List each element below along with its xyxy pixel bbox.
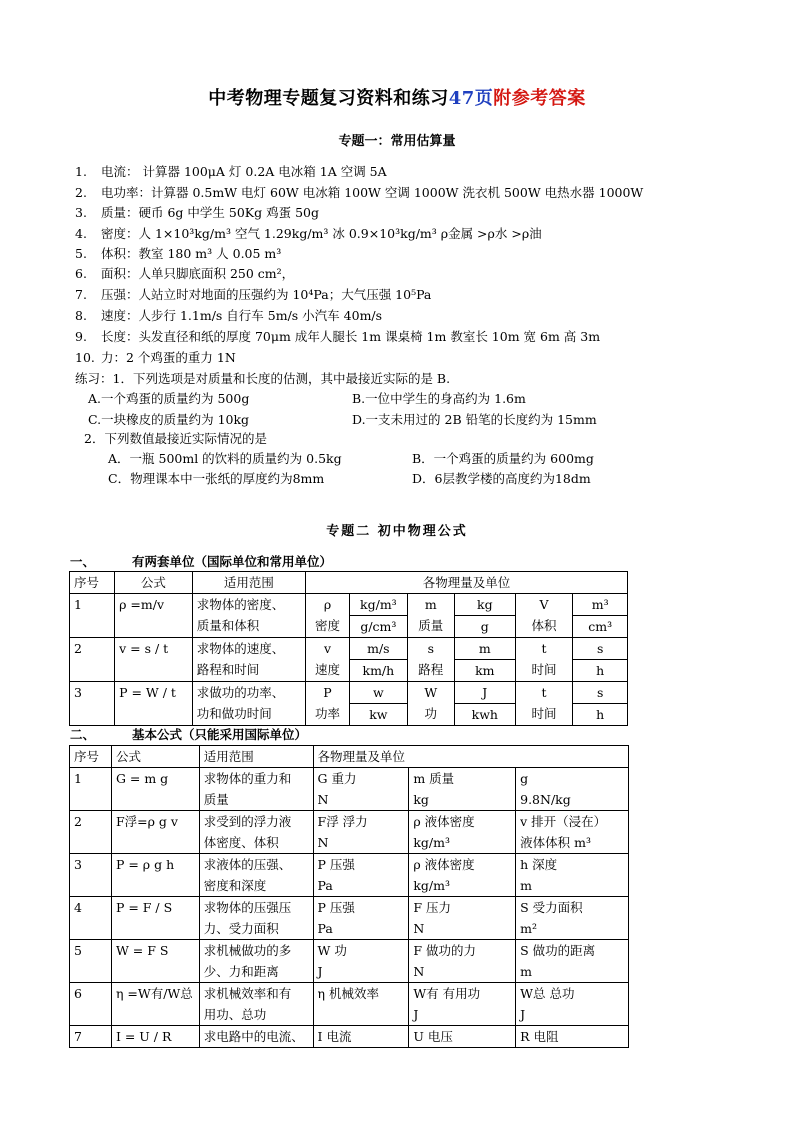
quantity-name: 路程 — [418, 662, 444, 677]
quantity-symbol: V — [539, 597, 549, 612]
row-number: 6 — [70, 983, 112, 1026]
item-number: 3. — [75, 205, 87, 220]
quantity-cell — [313, 811, 409, 854]
estimate-item — [75, 164, 387, 180]
item-text: 速度：人步行 1.1m/s 自行车 5m/s 小汽车 40m/s — [101, 308, 383, 323]
quantity-label: v 排开（浸在） — [520, 814, 607, 829]
unit-common: km — [454, 660, 515, 682]
item-number: 5. — [75, 246, 87, 261]
scope-line: 求物体的速度、 — [196, 641, 285, 656]
scope-cell — [199, 983, 313, 1026]
unit-si: s — [573, 638, 628, 660]
scope-line: 路程和时间 — [196, 662, 260, 677]
scope-line: 求机械做功的多 — [203, 943, 292, 958]
estimate-item — [75, 287, 431, 303]
quantity-unit: J — [520, 1007, 526, 1022]
quantity-label: I 电流 — [317, 1029, 352, 1044]
quantity-cell — [409, 768, 516, 811]
formula-cell: G = m g — [111, 768, 199, 811]
item-text: 电功率：计算器 0.5mW 电灯 60W 电冰箱 100W 空调 1000W 洗衣机 500W 电热水器 1000W — [101, 185, 644, 200]
quantity-symbol-cell — [305, 638, 349, 682]
quantity-symbol-cell — [515, 682, 573, 726]
item-number: 8. — [75, 308, 87, 323]
topic1-title: 专题一：常用估算量 — [338, 134, 456, 149]
item-text: 面积：人单只脚底面积 250 cm²， — [101, 266, 295, 281]
quantity-unit: 9.8N/kg — [520, 792, 571, 807]
quantity-label: S 受力面积 — [520, 900, 583, 915]
quantity-unit: J — [317, 964, 323, 979]
estimate-item — [75, 266, 294, 282]
quantity-name: 体积 — [531, 618, 557, 633]
table-row — [70, 682, 628, 704]
item-number: 2. — [75, 185, 87, 200]
table-header-row — [70, 746, 629, 768]
quantity-label: h 深度 — [520, 857, 558, 872]
estimate-item — [75, 246, 281, 262]
quantity-label: m 质量 — [413, 771, 455, 786]
unit-common: kwh — [454, 704, 515, 726]
table-two-unit-systems — [69, 571, 628, 726]
item-text: 压强：人站立时对地面的压强约为 10⁴Pa；大气压强 10⁵Pa — [101, 287, 432, 302]
quantity-label: W有 有用功 — [413, 986, 481, 1001]
topic2-title: 专题二 初中物理公式 — [326, 524, 468, 539]
quantity-symbol-cell — [407, 638, 454, 682]
quantity-unit: m² — [520, 921, 537, 936]
quantity-symbol-cell — [305, 682, 349, 726]
scope-cell — [192, 594, 305, 638]
quantity-symbol: t — [541, 641, 547, 656]
scope-line: 密度和深度 — [203, 878, 267, 893]
unit-common: g — [454, 616, 515, 638]
scope-cell — [199, 940, 313, 983]
exercise-intro: 练习：1．下列选项是对质量和长度的估测，其中最接近实际的是 B. — [75, 371, 451, 386]
quantity-symbol-cell — [515, 594, 573, 638]
item-number: 10. — [75, 350, 95, 365]
item-text: 长度：头发直径和纸的厚度 70μm 成年人腿长 1m 课桌椅 1m 教室长 10m 宽 6m 高 3m — [101, 329, 601, 344]
scope-cell — [192, 638, 305, 682]
quantity-cell — [516, 983, 629, 1026]
quantity-unit: J — [413, 1007, 419, 1022]
column-header: 公式 — [111, 746, 199, 768]
table2-title: 基本公式（只能采用国际单位） — [132, 727, 308, 742]
quantity-cell — [516, 854, 629, 897]
q1-option-c: C.一块橡皮的质量约为 10kg — [88, 412, 250, 427]
table1-title: 有两套单位（国际单位和常用单位） — [132, 554, 333, 569]
row-number: 3 — [70, 854, 112, 897]
quantity-unit: Pa — [317, 921, 333, 936]
quantity-symbol-cell — [407, 594, 454, 638]
table-header-row — [70, 572, 628, 594]
row-number: 5 — [70, 940, 112, 983]
scope-line: 求电路中的电流、 — [203, 1029, 304, 1044]
column-header: 公式 — [115, 572, 193, 594]
title-suffix: 附参考答案 — [493, 88, 586, 109]
column-header: 各物理量及单位 — [305, 572, 627, 594]
quantity-symbol-cell — [305, 594, 349, 638]
table-row — [70, 811, 629, 854]
quantity-symbol: ρ — [323, 597, 332, 612]
table1-heading — [70, 552, 332, 570]
unit-si: s — [573, 682, 628, 704]
quantity-symbol: s — [427, 641, 434, 656]
quantity-symbol: t — [541, 685, 547, 700]
quantity-cell — [313, 768, 409, 811]
row-number: 4 — [70, 897, 112, 940]
scope-line: 体密度、体积 — [203, 835, 279, 850]
quantity-cell — [516, 768, 629, 811]
quantity-cell — [409, 940, 516, 983]
row-number: 7 — [70, 1026, 112, 1048]
table-row — [70, 897, 629, 940]
column-header: 各物理量及单位 — [313, 746, 628, 768]
q1-option-b: B.一位中学生的身高约为 1.6m — [352, 391, 526, 406]
unit-si: m³ — [573, 594, 628, 616]
q2-option-d: D．6层教学楼的高度约为18dm — [412, 471, 591, 486]
scope-line: 质量和体积 — [196, 618, 260, 633]
formula-cell: ρ =m/v — [115, 594, 193, 638]
column-header: 适用范围 — [192, 572, 305, 594]
q2-stem: 2．下列数值最接近实际情况的是 — [84, 431, 267, 446]
scope-line: 求物体的压强压 — [203, 900, 292, 915]
quantity-cell — [313, 1026, 409, 1048]
quantity-name: 密度 — [314, 618, 340, 633]
column-header: 序号 — [70, 572, 115, 594]
table2-heading — [70, 725, 307, 743]
quantity-name: 时间 — [531, 706, 557, 721]
quantity-cell — [516, 940, 629, 983]
quantity-symbol: P — [323, 685, 332, 700]
quantity-cell — [409, 811, 516, 854]
q2-option-b: B．一个鸡蛋的质量约为 600mg — [412, 451, 594, 466]
quantity-label: ρ 液体密度 — [413, 857, 475, 872]
quantity-unit: m — [520, 878, 532, 893]
quantity-unit: kg — [413, 792, 429, 807]
quantity-unit: N — [413, 921, 425, 936]
quantity-cell — [313, 897, 409, 940]
quantity-symbol: W — [424, 685, 438, 700]
quantity-cell — [409, 854, 516, 897]
quantity-cell — [516, 1026, 629, 1048]
scope-line: 求物体的密度、 — [196, 597, 285, 612]
formula-cell: P = ρ g h — [111, 854, 199, 897]
q2-option-a: A．一瓶 500ml 的饮料的质量约为 0.5kg — [108, 451, 342, 466]
quantity-label: P 压强 — [317, 857, 355, 872]
table-row — [70, 594, 628, 616]
unit-common: kw — [350, 704, 408, 726]
scope-cell — [199, 768, 313, 811]
row-number: 1 — [70, 768, 112, 811]
quantity-label: G 重力 — [317, 771, 357, 786]
quantity-label: U 电压 — [413, 1029, 453, 1044]
scope-line: 少、力和距离 — [203, 964, 279, 979]
formula-cell: F浮=ρ g v — [111, 811, 199, 854]
scope-line: 求受到的浮力液 — [203, 814, 292, 829]
quantity-label: S 做功的距离 — [520, 943, 596, 958]
row-number: 2 — [70, 638, 115, 682]
quantity-name: 时间 — [531, 662, 557, 677]
title-pages: 47页 — [448, 88, 494, 109]
item-number: 7. — [75, 287, 87, 302]
scope-line: 质量 — [203, 792, 229, 807]
scope-cell — [199, 897, 313, 940]
unit-si: kg — [454, 594, 515, 616]
table2-index: 二、 — [70, 727, 96, 742]
quantity-unit: 液体体积 m³ — [520, 835, 591, 850]
formula-cell: v = s / t — [115, 638, 193, 682]
quantity-label: F 做功的力 — [413, 943, 476, 958]
item-text: 密度：人 1×10³kg/m³ 空气 1.29kg/m³ 冰 0.9×10³kg/m³ ρ金属 >ρ水 >ρ油 — [101, 226, 542, 241]
quantity-name: 功 — [424, 706, 438, 721]
formula-cell: P = W / t — [115, 682, 193, 726]
unit-common: h — [573, 660, 628, 682]
table-row — [70, 638, 628, 660]
quantity-symbol: m — [424, 597, 437, 612]
item-text: 体积：教室 180 m³ 人 0.05 m³ — [101, 246, 282, 261]
row-number: 2 — [70, 811, 112, 854]
quantity-unit: kg/m³ — [413, 835, 450, 850]
item-number: 4. — [75, 226, 87, 241]
scope-line: 求液体的压强、 — [203, 857, 292, 872]
item-number: 6. — [75, 266, 87, 281]
quantity-unit: N — [317, 792, 329, 807]
scope-line: 求机械效率和有 — [203, 986, 292, 1001]
formula-cell: η =W有/W总 — [111, 983, 199, 1026]
quantity-cell — [409, 897, 516, 940]
estimate-item — [75, 226, 542, 242]
formula-cell: P = F / S — [111, 897, 199, 940]
quantity-unit: m — [520, 964, 532, 979]
formula-cell: W = F S — [111, 940, 199, 983]
quantity-cell — [313, 983, 409, 1026]
column-header: 适用范围 — [199, 746, 313, 768]
q1-option-d: D.一支未用过的 2B 铅笔的长度约为 15mm — [352, 412, 597, 427]
column-header: 序号 — [70, 746, 112, 768]
unit-si: m — [454, 638, 515, 660]
scope-cell — [199, 811, 313, 854]
estimate-item — [75, 329, 600, 345]
table-row — [70, 854, 629, 897]
quantity-label: W 功 — [317, 943, 347, 958]
title-main: 中考物理专题复习资料和练习 — [208, 88, 449, 109]
unit-si: kg/m³ — [350, 594, 408, 616]
quantity-label: R 电阻 — [520, 1029, 559, 1044]
quantity-label: W总 总功 — [520, 986, 575, 1001]
unit-si: J — [454, 682, 515, 704]
item-number: 9. — [75, 329, 87, 344]
scope-line: 求做功的功率、 — [196, 685, 285, 700]
formula-cell: I = U / R — [111, 1026, 199, 1048]
item-number: 1. — [75, 164, 87, 179]
quantity-unit: Pa — [317, 878, 333, 893]
estimate-item — [75, 350, 236, 366]
item-text: 质量：硬币 6g 中学生 50Kg 鸡蛋 50g — [101, 205, 319, 220]
quantity-name: 质量 — [418, 618, 444, 633]
quantity-unit: kg/m³ — [413, 878, 450, 893]
table-row — [70, 1026, 629, 1048]
unit-common: g/cm³ — [350, 616, 408, 638]
item-text: 电流： 计算器 100μA 灯 0.2A 电冰箱 1A 空调 5A — [101, 164, 387, 179]
unit-common: km/h — [350, 660, 408, 682]
scope-cell — [199, 1026, 313, 1048]
item-text: 力：2 个鸡蛋的重力 1N — [101, 350, 236, 365]
table-row — [70, 983, 629, 1026]
estimate-item — [75, 205, 319, 221]
table1-index: 一、 — [70, 554, 96, 569]
estimate-item — [75, 308, 382, 324]
quantity-label: η 机械效率 — [317, 986, 379, 1001]
scope-line: 功和做功时间 — [196, 706, 272, 721]
quantity-symbol: v — [323, 641, 332, 656]
scope-cell — [192, 682, 305, 726]
q2-option-c: C．物理课本中一张纸的厚度约为8mm — [108, 471, 325, 486]
quantity-label: g — [520, 771, 529, 786]
quantity-label: P 压强 — [317, 900, 355, 915]
quantity-unit: N — [413, 964, 425, 979]
quantity-label: F浮 浮力 — [317, 814, 368, 829]
quantity-name: 功率 — [314, 706, 340, 721]
scope-cell — [199, 854, 313, 897]
quantity-name: 速度 — [314, 662, 340, 677]
unit-common: h — [573, 704, 628, 726]
quantity-symbol-cell — [407, 682, 454, 726]
unit-si: w — [350, 682, 408, 704]
unit-common: cm³ — [573, 616, 628, 638]
scope-line: 力、受力面积 — [203, 921, 279, 936]
quantity-cell — [313, 854, 409, 897]
quantity-label: ρ 液体密度 — [413, 814, 475, 829]
row-number: 1 — [70, 594, 115, 638]
table-basic-formulas — [69, 745, 629, 1048]
quantity-symbol-cell — [515, 638, 573, 682]
scope-line: 用功、总功 — [203, 1007, 267, 1022]
q1-option-a: A.一个鸡蛋的质量约为 500g — [88, 391, 250, 406]
quantity-cell — [409, 1026, 516, 1048]
quantity-cell — [409, 983, 516, 1026]
unit-si: m/s — [350, 638, 408, 660]
estimate-item — [75, 185, 643, 201]
quantity-cell — [313, 940, 409, 983]
scope-line: 求物体的重力和 — [203, 771, 292, 786]
table-row — [70, 768, 629, 811]
table-row — [70, 940, 629, 983]
quantity-cell — [516, 811, 629, 854]
quantity-label: F 压力 — [413, 900, 451, 915]
page-title — [0, 84, 794, 110]
quantity-cell — [516, 897, 629, 940]
quantity-unit: N — [317, 835, 329, 850]
row-number: 3 — [70, 682, 115, 726]
